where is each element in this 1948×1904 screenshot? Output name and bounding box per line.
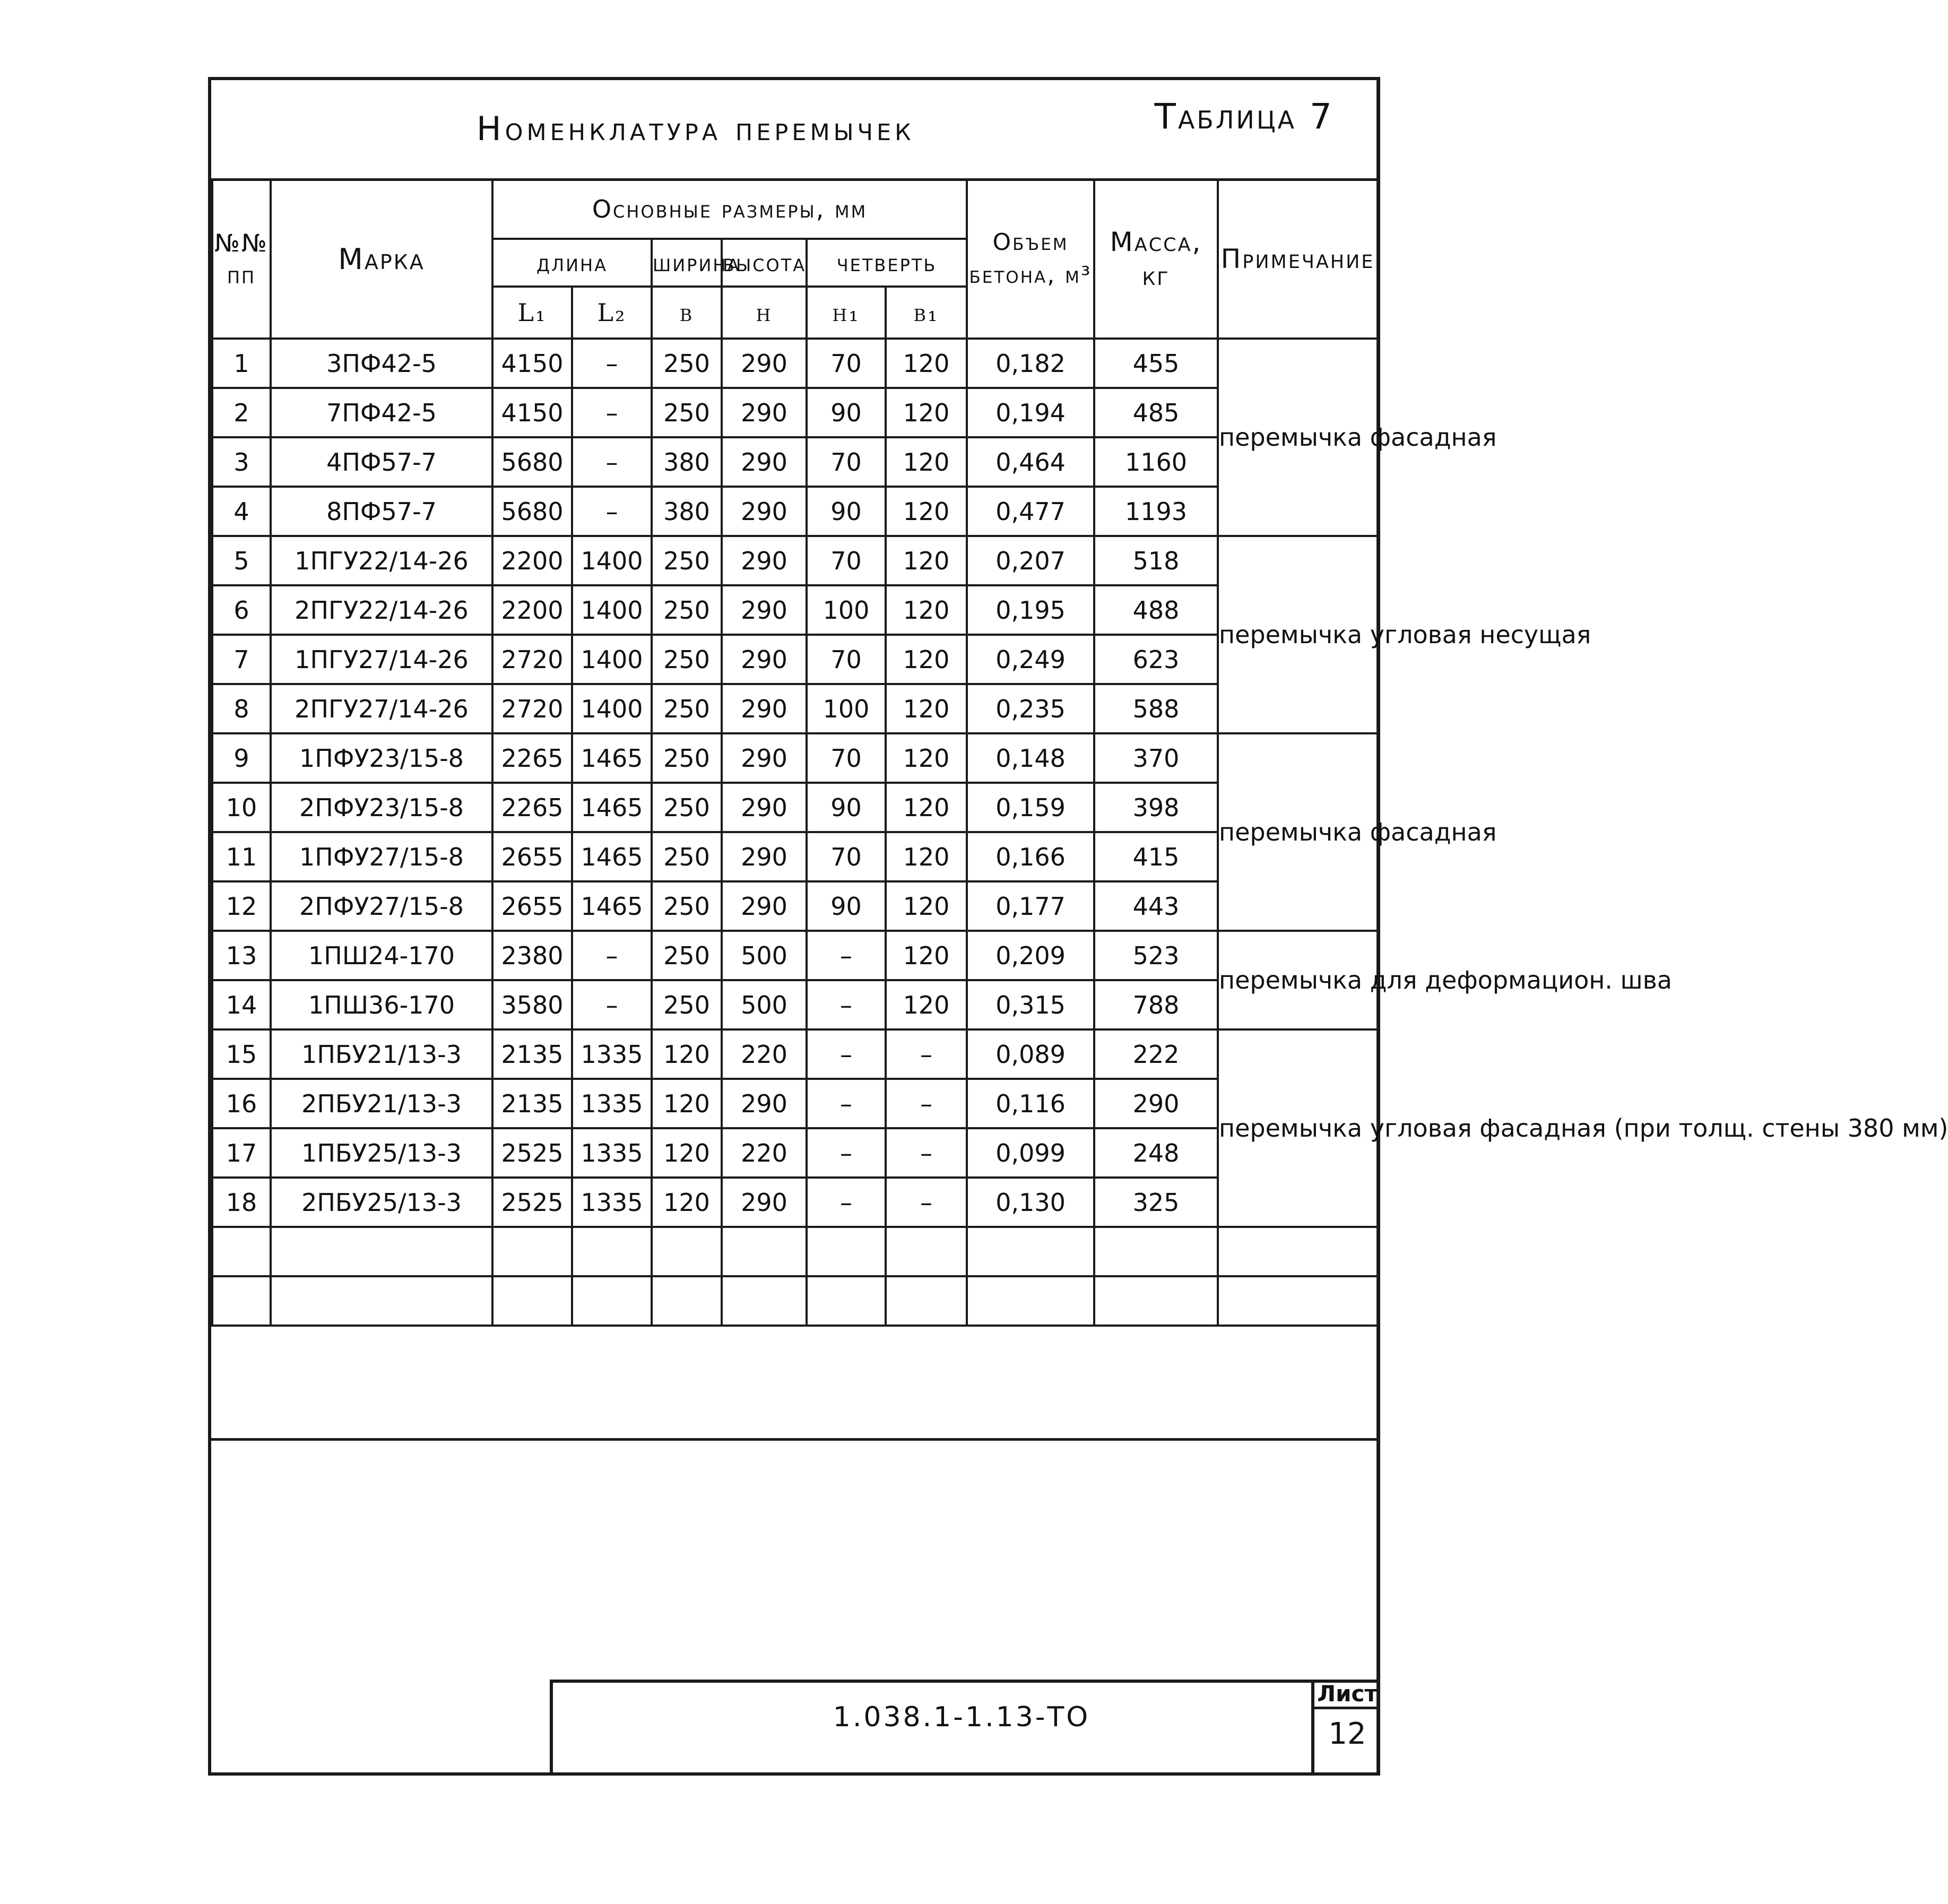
cell-h: 290 xyxy=(722,881,807,931)
cell-vol: 0,166 xyxy=(967,832,1094,881)
cell-b1: 120 xyxy=(886,487,967,536)
cell-mark: 8ПФ57-7 xyxy=(271,487,492,536)
cell-mark: 1ПФУ27/15-8 xyxy=(271,832,492,881)
cell-vol: 0,477 xyxy=(967,487,1094,536)
cell-mark: 2ПБУ25/13-3 xyxy=(271,1178,492,1227)
cell-n: 7 xyxy=(212,635,271,684)
header-main-dims: Основные размеры, мм xyxy=(492,179,967,239)
table-row xyxy=(212,536,1378,585)
cell-h: 290 xyxy=(722,733,807,783)
cell-b1: 120 xyxy=(886,437,967,487)
cell-n: 11 xyxy=(212,832,271,881)
cell-mass: 523 xyxy=(1094,931,1218,980)
cell-h1: 70 xyxy=(807,339,886,388)
cell-b: 250 xyxy=(652,684,722,733)
cell-n: 12 xyxy=(212,881,271,931)
sheet-label: Лист xyxy=(1314,1680,1380,1709)
table-row xyxy=(212,1178,1378,1227)
cell-b: 250 xyxy=(652,832,722,881)
empty-cell xyxy=(572,1276,652,1326)
empty-cell xyxy=(967,1227,1094,1276)
cell-h: 290 xyxy=(722,437,807,487)
cell-n: 10 xyxy=(212,783,271,832)
cell-n: 1 xyxy=(212,339,271,388)
cell-mass: 325 xyxy=(1094,1178,1218,1227)
table-row xyxy=(212,339,1378,388)
cell-L1: 5680 xyxy=(492,487,572,536)
empty-cell xyxy=(652,1276,722,1326)
empty-cell xyxy=(212,1227,271,1276)
empty-cell xyxy=(1094,1227,1218,1276)
cell-h: 290 xyxy=(722,832,807,881)
cell-L1: 2380 xyxy=(492,931,572,980)
cell-L2: 1335 xyxy=(572,1128,652,1178)
empty-cell xyxy=(652,1227,722,1276)
cell-b: 250 xyxy=(652,783,722,832)
cell-mass: 518 xyxy=(1094,536,1218,585)
cell-L2: 1400 xyxy=(572,684,652,733)
cell-mark: 2ПБУ21/13-3 xyxy=(271,1079,492,1128)
cell-mark: 2ПГУ27/14-26 xyxy=(271,684,492,733)
cell-mark: 1ПШ36-170 xyxy=(271,980,492,1029)
header-h1: h₁ xyxy=(807,287,886,339)
empty-cell xyxy=(807,1276,886,1326)
cell-mass: 455 xyxy=(1094,339,1218,388)
empty-cell xyxy=(886,1227,967,1276)
table-row xyxy=(212,585,1378,635)
cell-n: 9 xyxy=(212,733,271,783)
cell-mark: 2ПФУ23/15-8 xyxy=(271,783,492,832)
cell-vol: 0,182 xyxy=(967,339,1094,388)
table-row xyxy=(212,437,1378,487)
cell-b: 250 xyxy=(652,931,722,980)
cell-L2: 1465 xyxy=(572,733,652,783)
note-cell: перемычка фасадная xyxy=(1218,733,1378,931)
cell-L1: 2525 xyxy=(492,1178,572,1227)
cell-b1: – xyxy=(886,1128,967,1178)
cell-mark: 4ПФ57-7 xyxy=(271,437,492,487)
header-b: b xyxy=(652,287,722,339)
cell-h1: – xyxy=(807,931,886,980)
cell-mass: 370 xyxy=(1094,733,1218,783)
cell-b1: – xyxy=(886,1079,967,1128)
table-row xyxy=(212,1079,1378,1128)
empty-cell xyxy=(271,1276,492,1326)
cell-n: 13 xyxy=(212,931,271,980)
cell-L2: – xyxy=(572,437,652,487)
cell-b: 380 xyxy=(652,487,722,536)
table-row xyxy=(212,733,1378,783)
empty-cell xyxy=(572,1227,652,1276)
cell-b1: 120 xyxy=(886,585,967,635)
cell-mass: 443 xyxy=(1094,881,1218,931)
cell-L2: – xyxy=(572,931,652,980)
cell-mass: 415 xyxy=(1094,832,1218,881)
cell-n: 6 xyxy=(212,585,271,635)
cell-b1: 120 xyxy=(886,388,967,437)
cell-mass: 588 xyxy=(1094,684,1218,733)
cell-L2: 1465 xyxy=(572,832,652,881)
cell-vol: 0,089 xyxy=(967,1029,1094,1079)
table-row xyxy=(212,783,1378,832)
cell-n: 15 xyxy=(212,1029,271,1079)
note-cell: перемычка угловая несущая xyxy=(1218,536,1378,733)
cell-h: 220 xyxy=(722,1128,807,1178)
cell-L1: 2720 xyxy=(492,684,572,733)
cell-mass: 1193 xyxy=(1094,487,1218,536)
cell-n: 16 xyxy=(212,1079,271,1128)
header-volume: Объем бетона, м³ xyxy=(967,179,1094,339)
table-row xyxy=(212,931,1378,980)
cell-b1: 120 xyxy=(886,931,967,980)
cell-n: 2 xyxy=(212,388,271,437)
cell-n: 3 xyxy=(212,437,271,487)
cell-L1: 2135 xyxy=(492,1079,572,1128)
cell-h: 290 xyxy=(722,1079,807,1128)
cell-mark: 1ПБУ21/13-3 xyxy=(271,1029,492,1079)
cell-mass: 1160 xyxy=(1094,437,1218,487)
cell-vol: 0,207 xyxy=(967,536,1094,585)
cell-h: 290 xyxy=(722,339,807,388)
header-height: высота xyxy=(722,239,807,287)
cell-b: 250 xyxy=(652,339,722,388)
cell-b1: 120 xyxy=(886,783,967,832)
cell-h1: 70 xyxy=(807,536,886,585)
header-mass: Масса, кг xyxy=(1094,179,1218,339)
cell-h: 500 xyxy=(722,980,807,1029)
empty-cell xyxy=(271,1227,492,1276)
sheet-number: 12 xyxy=(1328,1717,1366,1751)
cell-L1: 2655 xyxy=(492,832,572,881)
cell-n: 17 xyxy=(212,1128,271,1178)
cell-L1: 4150 xyxy=(492,339,572,388)
table-row xyxy=(212,881,1378,931)
cell-h1: 90 xyxy=(807,783,886,832)
note-cell: перемычка фасадная xyxy=(1218,339,1378,536)
cell-vol: 0,116 xyxy=(967,1079,1094,1128)
cell-L2: – xyxy=(572,339,652,388)
cell-b1: 120 xyxy=(886,635,967,684)
cell-L2: – xyxy=(572,980,652,1029)
table-row xyxy=(212,388,1378,437)
empty-cell xyxy=(1218,1227,1378,1276)
cell-b: 250 xyxy=(652,585,722,635)
table-label: Таблица 7 xyxy=(1154,96,1334,137)
cell-mark: 1ПШ24-170 xyxy=(271,931,492,980)
cell-mark: 3ПФ42-5 xyxy=(271,339,492,388)
cell-h: 220 xyxy=(722,1029,807,1079)
lintel-table xyxy=(211,178,1948,1327)
cell-h: 500 xyxy=(722,931,807,980)
cell-vol: 0,195 xyxy=(967,585,1094,635)
cell-mass: 623 xyxy=(1094,635,1218,684)
cell-n: 5 xyxy=(212,536,271,585)
empty-cell xyxy=(886,1276,967,1326)
empty-cell xyxy=(492,1227,572,1276)
header-note: Примечание xyxy=(1218,179,1378,339)
header-quarter: четверть xyxy=(807,239,967,287)
cell-vol: 0,315 xyxy=(967,980,1094,1029)
cell-h1: 70 xyxy=(807,733,886,783)
header-L1: L₁ xyxy=(492,287,572,339)
empty-cell xyxy=(212,1276,271,1326)
cell-h: 290 xyxy=(722,585,807,635)
cell-L1: 4150 xyxy=(492,388,572,437)
cell-b: 120 xyxy=(652,1128,722,1178)
cell-L1: 2135 xyxy=(492,1029,572,1079)
cell-h: 290 xyxy=(722,783,807,832)
table-row xyxy=(212,487,1378,536)
cell-L2: 1465 xyxy=(572,783,652,832)
cell-mark: 1ПГУ27/14-26 xyxy=(271,635,492,684)
table-bottom-line xyxy=(211,1438,1376,1441)
cell-L1: 2655 xyxy=(492,881,572,931)
cell-mark: 1ПФУ23/15-8 xyxy=(271,733,492,783)
sheet-box xyxy=(1311,1680,1380,1776)
cell-h1: – xyxy=(807,1128,886,1178)
cell-mass: 222 xyxy=(1094,1029,1218,1079)
cell-mass: 290 xyxy=(1094,1079,1218,1128)
empty-row xyxy=(212,1276,1378,1326)
cell-vol: 0,249 xyxy=(967,635,1094,684)
cell-h1: 70 xyxy=(807,832,886,881)
cell-b1: 120 xyxy=(886,684,967,733)
cell-L2: – xyxy=(572,388,652,437)
cell-L2: 1400 xyxy=(572,536,652,585)
cell-n: 8 xyxy=(212,684,271,733)
cell-L2: 1400 xyxy=(572,635,652,684)
empty-cell xyxy=(1094,1276,1218,1326)
cell-mass: 488 xyxy=(1094,585,1218,635)
cell-L2: 1335 xyxy=(572,1178,652,1227)
cell-b: 250 xyxy=(652,536,722,585)
cell-n: 18 xyxy=(212,1178,271,1227)
cell-b: 120 xyxy=(652,1178,722,1227)
empty-row xyxy=(212,1227,1378,1276)
page-title: Номенклатура перемычек xyxy=(477,109,915,148)
note-cell: перемычка угловая фасадная (при толщ. стены 380 мм) xyxy=(1218,1029,1378,1227)
cell-L1: 2525 xyxy=(492,1128,572,1178)
cell-b: 380 xyxy=(652,437,722,487)
cell-L2: 1335 xyxy=(572,1079,652,1128)
header-b1: b₁ xyxy=(886,287,967,339)
cell-h: 290 xyxy=(722,388,807,437)
cell-b: 250 xyxy=(652,733,722,783)
table-row xyxy=(212,684,1378,733)
cell-vol: 0,235 xyxy=(967,684,1094,733)
cell-L1: 3580 xyxy=(492,980,572,1029)
table-row xyxy=(212,980,1378,1029)
cell-b1: – xyxy=(886,1178,967,1227)
empty-cell xyxy=(1218,1276,1378,1326)
cell-h1: 70 xyxy=(807,437,886,487)
header-num: №№ пп xyxy=(212,179,271,339)
cell-b1: – xyxy=(886,1029,967,1079)
cell-h1: – xyxy=(807,1178,886,1227)
cell-mark: 1ПБУ25/13-3 xyxy=(271,1128,492,1178)
table-row xyxy=(212,832,1378,881)
cell-mark: 2ПГУ22/14-26 xyxy=(271,585,492,635)
cell-h1: 90 xyxy=(807,881,886,931)
cell-mark: 1ПГУ22/14-26 xyxy=(271,536,492,585)
cell-mark: 7ПФ42-5 xyxy=(271,388,492,437)
note-cell: перемычка для деформацион. шва xyxy=(1218,931,1378,1029)
header-mark: Марка xyxy=(271,179,492,339)
cell-L1: 2720 xyxy=(492,635,572,684)
cell-mass: 398 xyxy=(1094,783,1218,832)
cell-vol: 0,209 xyxy=(967,931,1094,980)
cell-h: 290 xyxy=(722,487,807,536)
cell-b1: 120 xyxy=(886,339,967,388)
cell-L1: 2200 xyxy=(492,585,572,635)
cell-b1: 120 xyxy=(886,881,967,931)
empty-cell xyxy=(722,1227,807,1276)
cell-h: 290 xyxy=(722,536,807,585)
cell-L1: 2265 xyxy=(492,733,572,783)
title-band xyxy=(211,80,1376,181)
document-code: 1.038.1-1.13-ТО xyxy=(833,1701,1090,1733)
cell-b: 250 xyxy=(652,635,722,684)
cell-vol: 0,177 xyxy=(967,881,1094,931)
cell-vol: 0,194 xyxy=(967,388,1094,437)
header-h: h xyxy=(722,287,807,339)
cell-h1: 100 xyxy=(807,585,886,635)
cell-h1: – xyxy=(807,1079,886,1128)
title-block xyxy=(550,1680,1380,1776)
cell-vol: 0,099 xyxy=(967,1128,1094,1178)
cell-vol: 0,159 xyxy=(967,783,1094,832)
cell-h1: 90 xyxy=(807,388,886,437)
cell-mass: 248 xyxy=(1094,1128,1218,1178)
cell-h: 290 xyxy=(722,1178,807,1227)
table-row xyxy=(212,635,1378,684)
cell-b: 120 xyxy=(652,1079,722,1128)
header-length: длина xyxy=(492,239,652,287)
cell-mark: 2ПФУ27/15-8 xyxy=(271,881,492,931)
cell-b: 250 xyxy=(652,388,722,437)
cell-b1: 120 xyxy=(886,832,967,881)
empty-cell xyxy=(492,1276,572,1326)
cell-b: 250 xyxy=(652,980,722,1029)
table-row xyxy=(212,1128,1378,1178)
cell-vol: 0,464 xyxy=(967,437,1094,487)
cell-mass: 485 xyxy=(1094,388,1218,437)
cell-vol: 0,148 xyxy=(967,733,1094,783)
cell-L1: 5680 xyxy=(492,437,572,487)
cell-h1: 70 xyxy=(807,635,886,684)
empty-cell xyxy=(722,1276,807,1326)
cell-b: 120 xyxy=(652,1029,722,1079)
cell-L1: 2200 xyxy=(492,536,572,585)
cell-b1: 120 xyxy=(886,733,967,783)
header-L2: L₂ xyxy=(572,287,652,339)
cell-h1: – xyxy=(807,1029,886,1079)
cell-L2: – xyxy=(572,487,652,536)
empty-cell xyxy=(807,1227,886,1276)
table-body xyxy=(212,339,1948,1326)
cell-b1: 120 xyxy=(886,980,967,1029)
cell-L2: 1335 xyxy=(572,1029,652,1079)
cell-vol: 0,130 xyxy=(967,1178,1094,1227)
cell-h: 290 xyxy=(722,635,807,684)
table-row xyxy=(212,1029,1378,1079)
cell-h1: 90 xyxy=(807,487,886,536)
cell-b: 250 xyxy=(652,881,722,931)
header-width: ширина xyxy=(652,239,722,287)
cell-h1: – xyxy=(807,980,886,1029)
cell-L1: 2265 xyxy=(492,783,572,832)
empty-cell xyxy=(967,1276,1094,1326)
cell-h: 290 xyxy=(722,684,807,733)
cell-b1: 120 xyxy=(886,536,967,585)
cell-mass: 788 xyxy=(1094,980,1218,1029)
cell-h1: 100 xyxy=(807,684,886,733)
drawing-frame xyxy=(208,77,1948,1776)
cell-L2: 1400 xyxy=(572,585,652,635)
cell-L2: 1465 xyxy=(572,881,652,931)
cell-n: 4 xyxy=(212,487,271,536)
cell-n: 14 xyxy=(212,980,271,1029)
